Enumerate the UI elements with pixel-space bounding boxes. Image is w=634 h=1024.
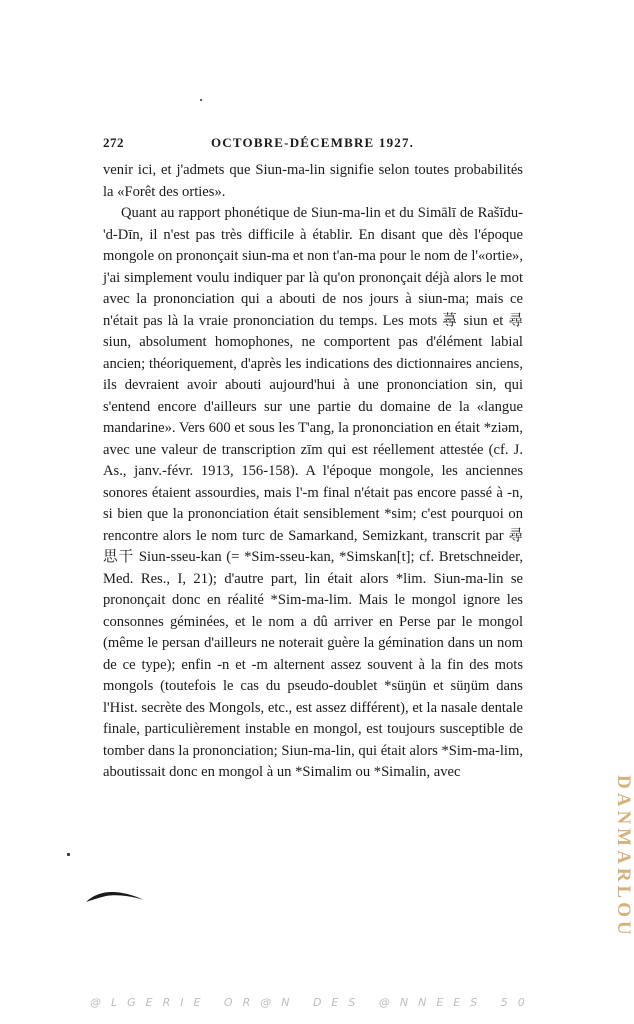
- running-title: OCTOBRE-DÉCEMBRE 1927.: [211, 135, 415, 150]
- body-text: [103, 160, 523, 784]
- margin-dot: [67, 853, 70, 856]
- ink-speck: [200, 99, 202, 101]
- paragraph-continuation: venir ici, et j'admets que Siun-ma-lin signifie selon toutes probabilités la «Forêt des orties».: [103, 162, 523, 200]
- side-stamp: DANMARLOU: [613, 775, 634, 939]
- page-header: [103, 135, 523, 155]
- page-number: 272: [103, 135, 124, 150]
- ink-swash-mark: [84, 884, 146, 908]
- footer-watermark: @LGERIE OR@N DES @NNEES 50: [90, 996, 535, 1009]
- paragraph-phonetics: Quant au rapport phonétique de Siun-ma-lin et du Simālī de Rašīdu-'d-Dīn, il n'est pas très difficile à établir. En disant que dès l'époque mongole on prononçait siun-ma et non t'an-ma pour le nom de l'«ortie», j'ai simplement voulu indiquer par là qu'on prononçait déjà alors le mot avec la prononciation qui a abouti de nos jours à siun-ma; mais ce n'était pas là la vraie prononciation du temps. Les mots 蕁 siun et 尋 siun, absolument homophones, ne comportent pas d'élément labial ancien; théoriquement, d'après les indications des dictionnaires anciens, ils devraient avoir abouti aujourd'hui à une prononciation sin, qui s'entend encore d'ailleurs sur une partie du domaine de la «langue mandarine». Vers 600 et sous les T'ang, la prononciation en était *ziəm, avec une valeur de transcription zīm qui est réellement attestée (cf. J. As., janv.-févr. 1913, 156-158). A l'époque mongole, les anciennes sonores étaient assourdies, mais l'-m final n'était pas encore passé à -n, si bien que la prononciation était sensiblement *sim; c'est pourquoi on rencontre alors le nom turc de Samarkand, Semizkant, transcrit par 尋思干 Siun-sseu-kan (= *Sim-sseu-kan, *Simskan[t]; cf. Bretschneider, Med. Res., I, 21); d'autre part, lin était alors *lim. Siun-ma-lin se prononçait donc en réalité *Sim-ma-lim. Mais le mongol ignore les consonnes géminées, et le nom a dû arriver en Perse par le mongol (même le persan d'ailleurs ne noterait guère la gémination dans un nom de ce type); enfin -n et -m alternent assez souvent à la fin des mots mongols (toutefois le cas du pseudo-doublet *süŋün et süŋüm dans l'Hist. secrète des Mongols, etc., est assez différent), et la nasale dentale finale, particulièrement instable en mongol, est toujours susceptible de tomber dans la prononciation; Siun-ma-lin, qui était alors *Sim-ma-lim, aboutissait donc en mongol à un *Simalim ou *Simalin, avec: [103, 205, 523, 780]
